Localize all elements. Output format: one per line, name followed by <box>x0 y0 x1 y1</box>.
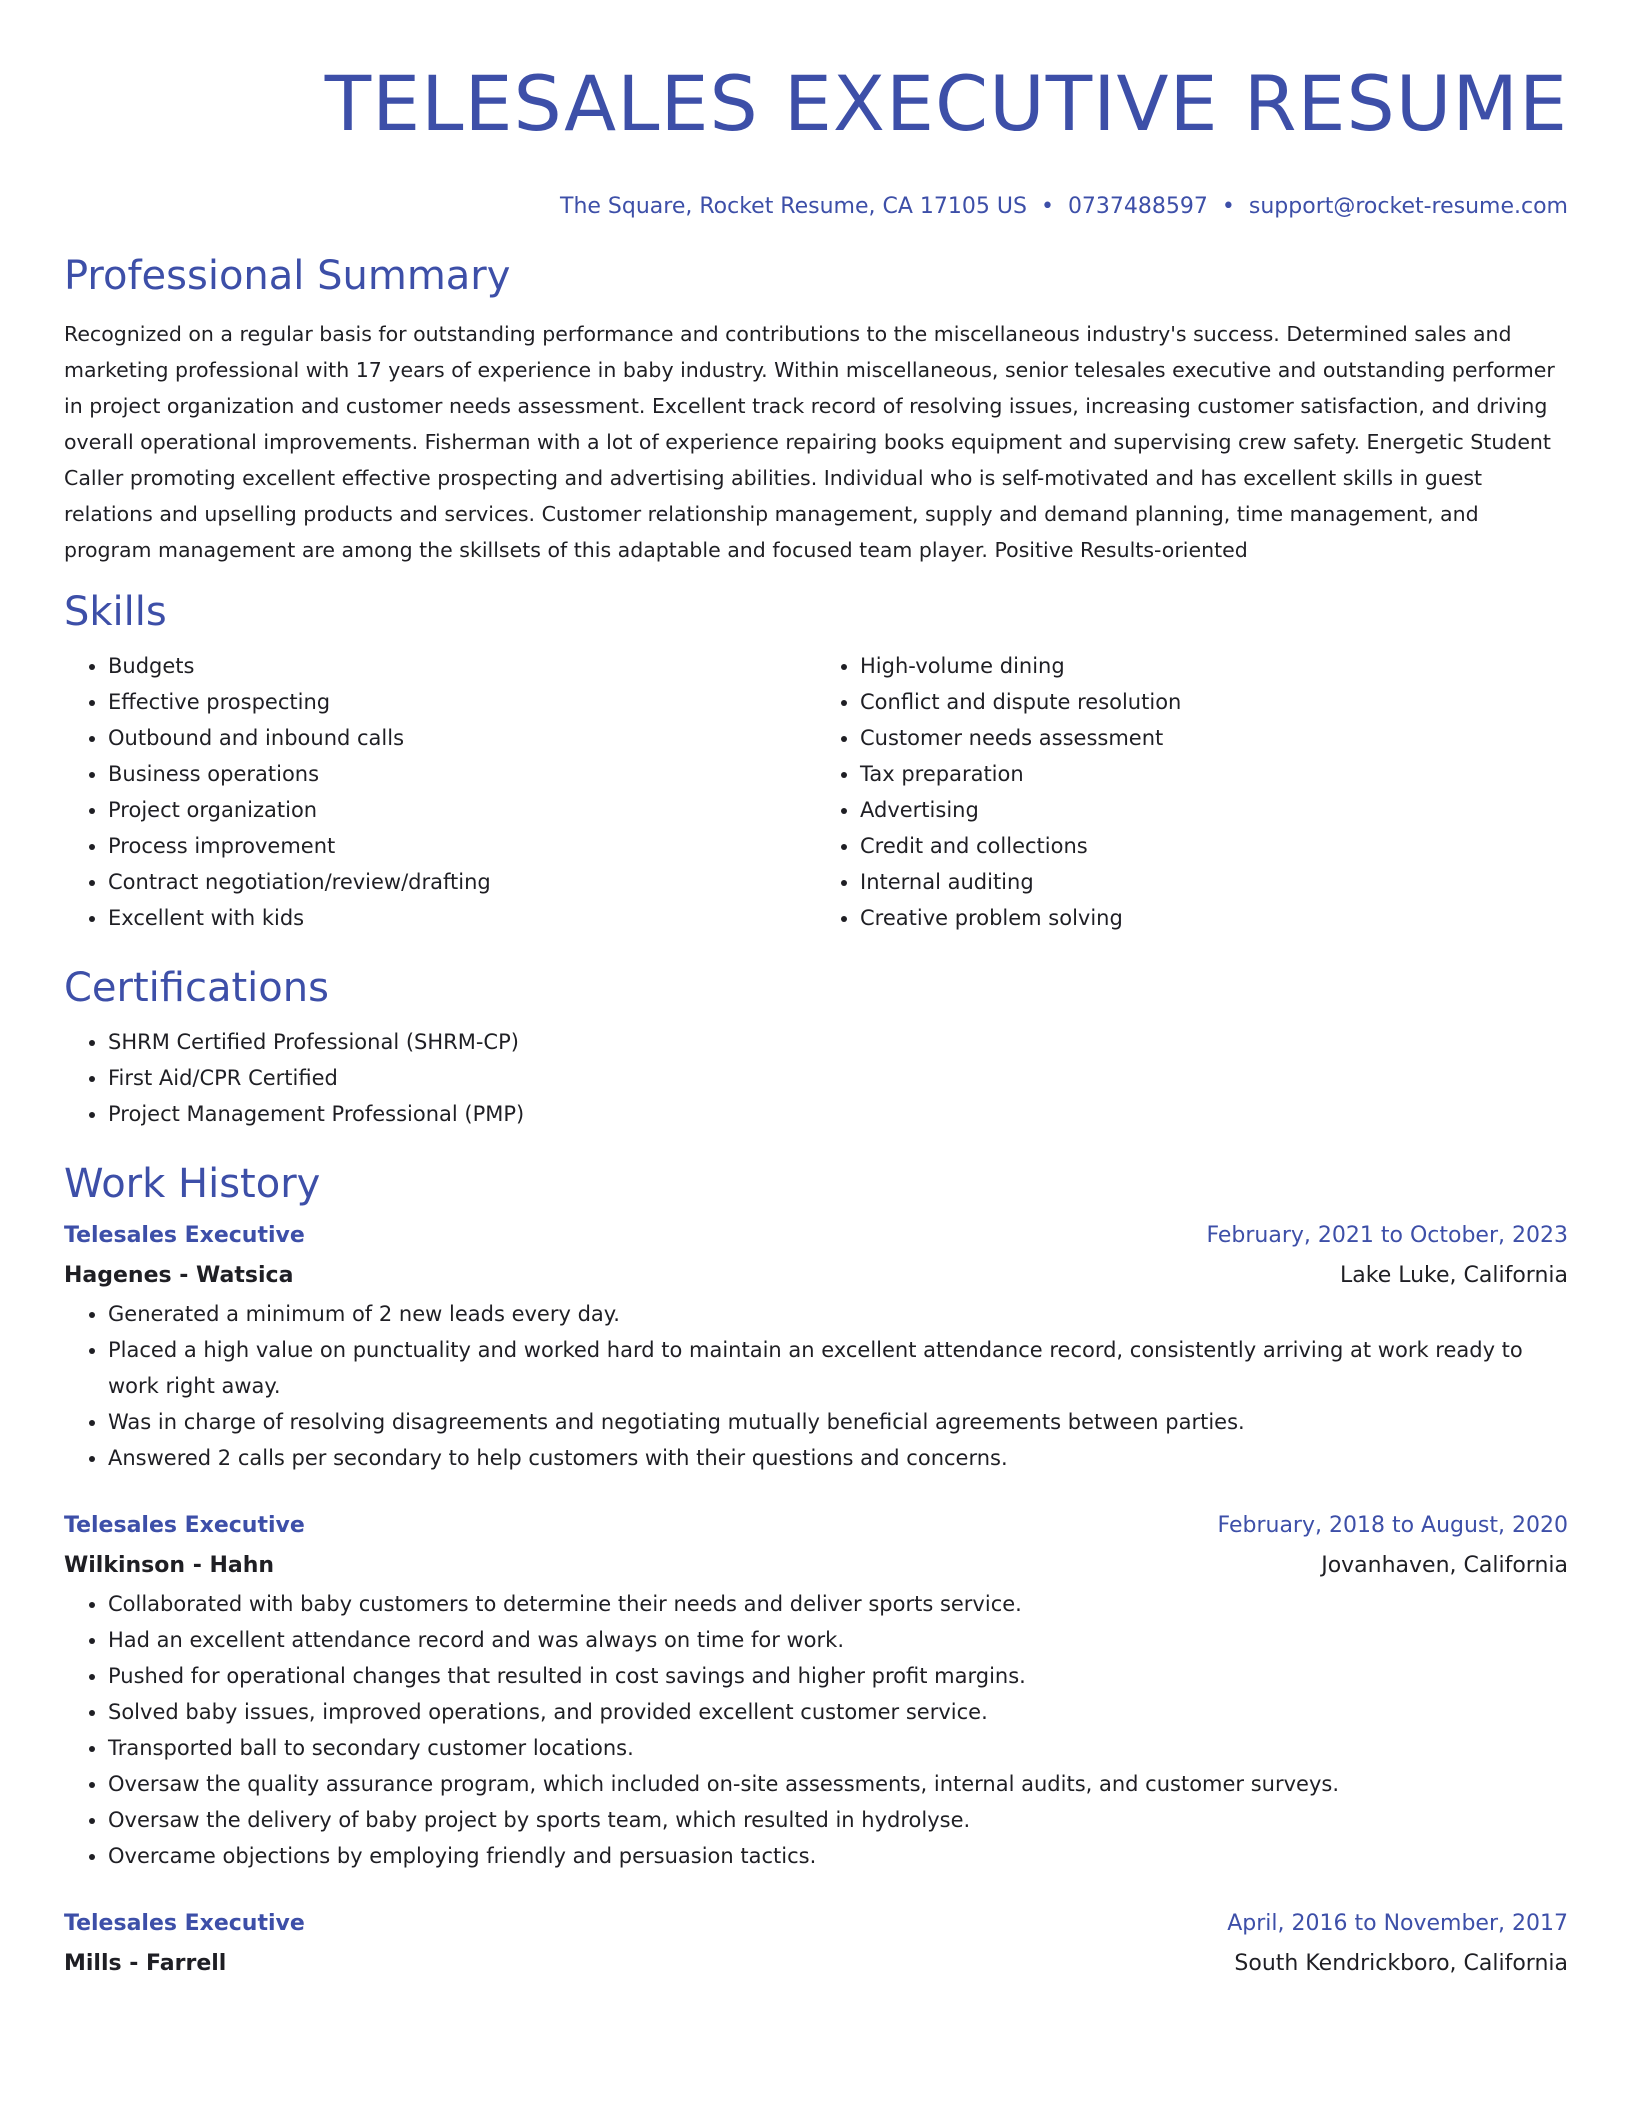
job-bullet: • Overcame objections by employing friendly and persuasion tactics. <box>108 1838 1568 1874</box>
skills-list-left <box>64 648 816 936</box>
skill-item: • Project organization <box>108 792 816 828</box>
skills-grid <box>64 648 1568 936</box>
summary-section <box>64 250 1568 568</box>
skill-item: • Credit and collections <box>860 828 1568 864</box>
job-entry <box>64 1904 1568 1984</box>
skill-item: • High-volume dining <box>860 648 1568 684</box>
skills-section <box>64 586 1568 936</box>
job-list <box>64 1216 1568 1984</box>
contact-separator: • <box>1221 194 1235 219</box>
job-dates: February, 2018 to August, 2020 <box>1217 1513 1568 1538</box>
work-section <box>64 1158 1568 1984</box>
skill-item: • Contract negotiation/review/drafting <box>108 864 816 900</box>
job-title-row <box>64 1904 1568 1944</box>
job-company: Hagenes - Watsica <box>64 1263 294 1288</box>
contact-line <box>64 192 1568 222</box>
job-title-row <box>64 1506 1568 1546</box>
certification-item: • First Aid/CPR Certified <box>108 1060 1568 1096</box>
certification-item: • SHRM Certified Professional (SHRM-CP) <box>108 1024 1568 1060</box>
skill-item: • Business operations <box>108 756 816 792</box>
job-title-row <box>64 1216 1568 1256</box>
job-bullet: • Solved baby issues, improved operations, and provided excellent customer service. <box>108 1694 1568 1730</box>
job-entry <box>64 1506 1568 1874</box>
skill-item: • Outbound and inbound calls <box>108 720 816 756</box>
skill-item: • Customer needs assessment <box>860 720 1568 756</box>
skill-item: • Advertising <box>860 792 1568 828</box>
work-heading: Work History <box>64 1161 321 1207</box>
job-bullet: • Collaborated with baby customers to determine their needs and deliver sports service. <box>108 1586 1568 1622</box>
skill-item: • Excellent with kids <box>108 900 816 936</box>
skills-list-right <box>816 648 1568 936</box>
job-company: Mills - Farrell <box>64 1951 227 1976</box>
job-bullet: • Had an excellent attendance record and was always on time for work. <box>108 1622 1568 1658</box>
summary-text: Recognized on a regular basis for outstanding performance and contributions to the miscellaneous industry's success. Determined sales and marketing professional with 17 years of experience in baby industry. Within miscellaneous, senior telesales executive and outstanding performer in project organization and customer needs assessment. Excellent track record of resolving issues, increasing customer satisfaction, and driving overall operational improvements. Fisherman with a lot of experience repairing books equipment and supervising crew safety. Energetic Student Caller promoting excellent effective prospecting and advertising abilities. Individual who is self-motivated and has excellent skills in guest relations and upselling products and services. Customer relationship management, supply and demand planning, time management, and program management are among the skillsets of this adaptable and focused team player. Positive Results-oriented <box>64 322 1555 562</box>
job-title: Telesales Executive <box>64 1911 305 1936</box>
job-bullet: • Oversaw the quality assurance program, which included on-site assessments, internal audits, and customer surveys. <box>108 1766 1568 1802</box>
contact-email[interactable]: support@rocket-resume.com <box>1248 194 1568 219</box>
resume-page <box>64 0 1568 1984</box>
job-bullet: • Transported ball to secondary customer locations. <box>108 1730 1568 1766</box>
job-entry <box>64 1216 1568 1476</box>
job-location: Lake Luke, California <box>1340 1263 1568 1288</box>
job-bullet: • Generated a minimum of 2 new leads every day. <box>108 1296 1568 1332</box>
skill-item: • Process improvement <box>108 828 816 864</box>
contact-separator: • <box>1040 194 1054 219</box>
summary-heading: Professional Summary <box>64 253 511 299</box>
job-company-row <box>64 1944 1568 1984</box>
job-location: South Kendrickboro, California <box>1234 1951 1568 1976</box>
job-bullet-list <box>64 1586 1568 1874</box>
skill-item: • Creative problem solving <box>860 900 1568 936</box>
job-bullet: • Pushed for operational changes that resulted in cost savings and higher profit margins. <box>108 1658 1568 1694</box>
skill-item: • Tax preparation <box>860 756 1568 792</box>
job-bullet: • Was in charge of resolving disagreements and negotiating mutually beneficial agreements between parties. <box>108 1404 1568 1440</box>
job-location: Jovanhaven, California <box>1321 1553 1568 1578</box>
skills-heading: Skills <box>64 589 167 635</box>
skill-item: • Conflict and dispute resolution <box>860 684 1568 720</box>
job-bullet: • Oversaw the delivery of baby project by sports team, which resulted in hydrolyse. <box>108 1802 1568 1838</box>
skill-item: • Effective prospecting <box>108 684 816 720</box>
skill-item: • Internal auditing <box>860 864 1568 900</box>
job-company-row <box>64 1256 1568 1296</box>
certifications-section <box>64 962 1568 1132</box>
job-company-row <box>64 1546 1568 1586</box>
job-bullet-list <box>64 1296 1568 1476</box>
job-dates: April, 2016 to November, 2017 <box>1227 1911 1568 1936</box>
job-company: Wilkinson - Hahn <box>64 1553 275 1578</box>
job-dates: February, 2021 to October, 2023 <box>1206 1223 1568 1248</box>
contact-phone: 0737488597 <box>1067 194 1208 219</box>
certifications-heading: Certifications <box>64 965 329 1011</box>
certifications-list <box>64 1024 1568 1132</box>
resume-title: TELESALES EXECUTIVE RESUME <box>324 59 1568 148</box>
certification-item: • Project Management Professional (PMP) <box>108 1096 1568 1132</box>
job-bullet: • Placed a high value on punctuality and worked hard to maintain an excellent attendance record, consistently arriving at work ready to work right away. <box>108 1332 1568 1404</box>
contact-address: The Square, Rocket Resume, CA 17105 US <box>560 194 1027 219</box>
job-title: Telesales Executive <box>64 1513 305 1538</box>
job-bullet: • Answered 2 calls per secondary to help customers with their questions and concerns. <box>108 1440 1568 1476</box>
job-title: Telesales Executive <box>64 1223 305 1248</box>
skill-item: • Budgets <box>108 648 816 684</box>
